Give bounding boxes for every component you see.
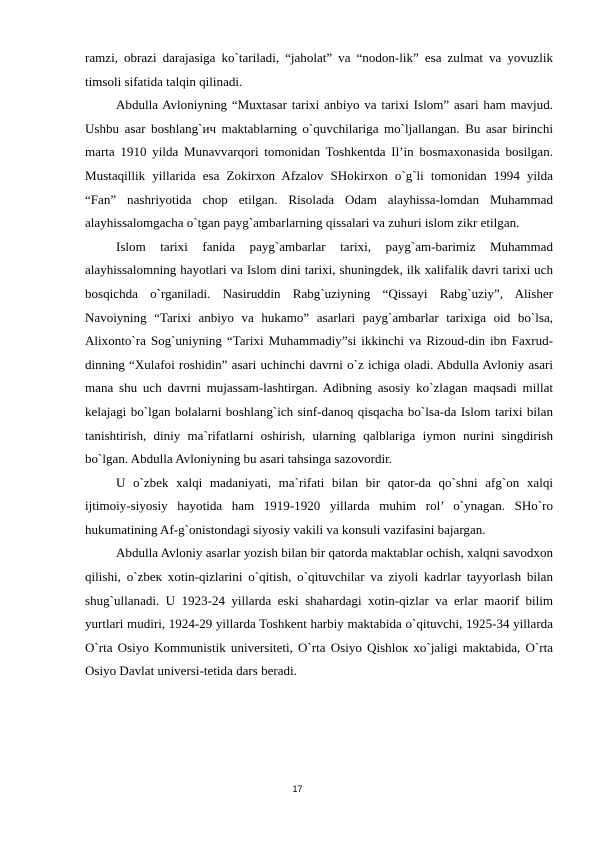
body-text [85, 46, 553, 683]
paragraph-2: Abdulla Avloniyning “Muxtasar tarixi anbiyo va tarixi Islom” asari ham mavjud. Ushbu asar boshlang`ич maktablarning o`quvchilariga mo`ljallangan. Bu asar birinchi marta 1910 yilda Munavvarqori tomonidan Toshkentda Il’in bosmaxonasida bosilgan. Mustaqillik yillarida esa Zokirxon Afzalov SHokirxon o`g`li tomonidan 1994 yilda “Fan” nashriyotida chop etilgan. Risolada Odam alayhissa-lomdan Muhammad alayhissalomgacha o`tgan payg`ambarlarning qissalari va zuhuri islom zikr etilgan. [85, 97, 553, 231]
paragraph-5: Abdulla Avloniy asarlar yozish bilan bir qatorda maktablar ochish, xalqni savodxon qilishi, o`zbeк xotin-qizlarini o`qitish, o`qituvchilar va ziyoli kadrlar tayyorlash bilan shug`ullanadi. U 1923-24 yillarda eski shahardagi xotin-qizlar va erlar maorif bilim yurtlari mudiri, 1924-29 yillarda Toshkent harbiy maktabida o`qituvchi, 1925-34 yillarda O`rta Osiyo Kommunistik universiteti, O`rta Osiyo Qishloк xo`jaligi maktabida, O`rta Osiyo Davlat universi-tetida dars beradi. [85, 545, 553, 679]
paragraph-3: Islom tarixi fanida payg`ambarlar tarixi, payg`am-barimiz Muhammad alayhissalomning hayotlari va Islom dini tarixi, shuningdek, ilk xalifalik davri tarixi uch bosqichda o`rganiladi. Nasiruddin Rabg`uziyning “Qissayi Rabg`uziy”, Alisher Navoiyning “Tarixi anbiyo va hukamo” asarlari payg`ambarlar tarixiga oid bo`lsa, Alixonto`ra Sog`uniyning “Tarixi Muhammadiy”si ikkinchi va Rizoud-din ibn Faxrud-dinning “Xulafoi roshidin” asari uchinchi davrni o`z ichiga oladi. Abdulla Avloniy asari mana shu uch davrni mujassam-lashtirgan. Adibning asosiy ko`zlagan maqsadi millat kelajagi bo`lgan bolalarni boshlang`ich sinf-danoq qisqacha bo`lsa-da Islom tarixi bilan tanishtirish, diniy ma`rifatlarni oshirish, ularning qalblariga iymon nurini singdirish bo`lgan. Abdulla Avloniyning bu asari tahsinga sazovordir. [85, 238, 553, 467]
page-number: 17 [292, 784, 303, 794]
paragraph-4: U o`zbek xalqi madaniyati, ma`rifati bilan bir qator-da qo`shni afg`on xalqi ijtimoiy-siyosiy hayotida ham 1919-1920 yillarda muhim rol’ o`ynagan. SHo`ro hukumatining Af-g`onistondagi siyosiy vakili va konsuli vazifasini bajargan. [85, 474, 553, 537]
paragraph-1: ramzi, obrazi darajasiga ko`tariladi, “jaholat” va “nodon-lik” esa zulmat va yovuzlik timsoli sifatida talqin qilinadi. [85, 50, 553, 89]
